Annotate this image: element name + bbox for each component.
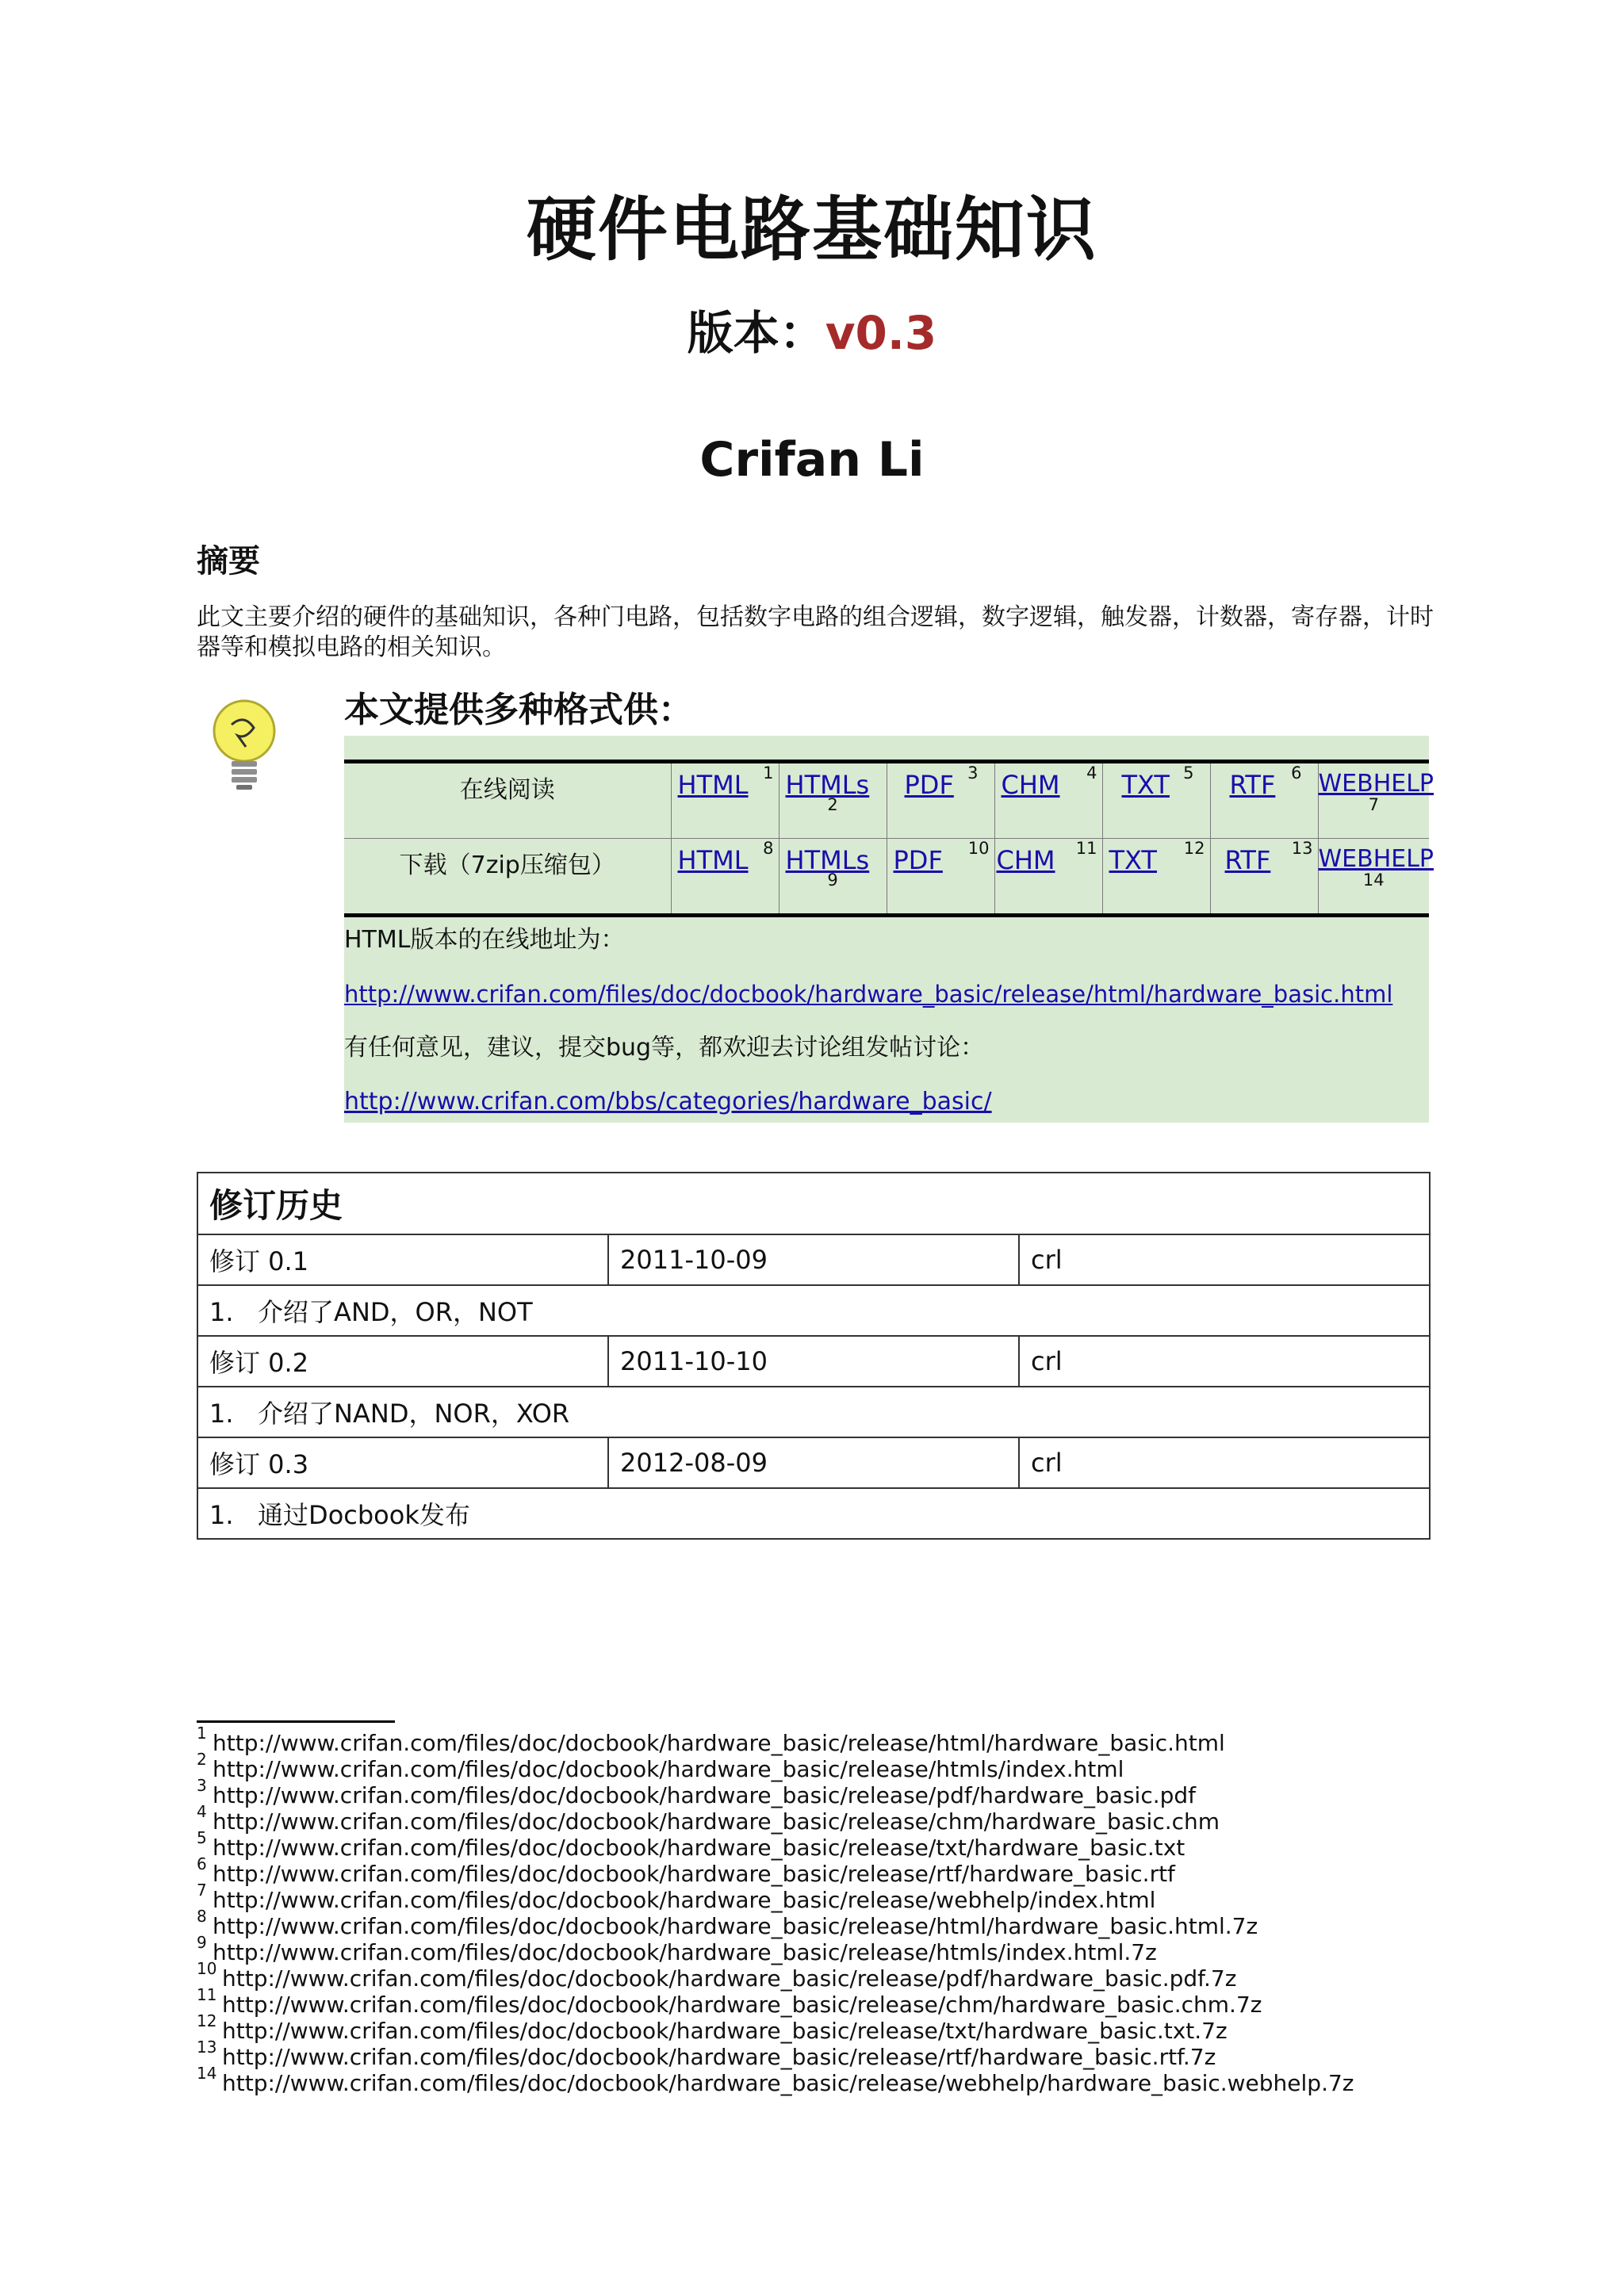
- tip-box: [344, 736, 1434, 1123]
- online-address-link[interactable]: http://www.crifan.com/files/doc/docbook/hardware_basic/release/html/hardware_basic.html: [344, 981, 1393, 1008]
- footnote-url: http://www.crifan.com/files/doc/docbook/hardware_basic/release/rtf/hardware_basic.rtf.7z: [222, 2044, 1216, 2070]
- revision-note-row: [197, 1488, 1430, 1539]
- footnote-url: http://www.crifan.com/files/doc/docbook/hardware_basic/release/chm/hardware_basic.chm: [213, 1808, 1220, 1835]
- format-cell: [779, 839, 887, 916]
- format-link-webhelp[interactable]: WEBHELP: [1318, 845, 1434, 873]
- document-author: Crifan Li: [699, 432, 925, 488]
- footnote-url: http://www.crifan.com/files/doc/docbook/hardware_basic/release/txt/hardware_basic.txt: [213, 1835, 1185, 1861]
- footnote-ref[interactable]: 2: [827, 795, 838, 814]
- footnote-ref[interactable]: 5: [1183, 763, 1194, 783]
- revision-date: 2012-08-09: [608, 1437, 1019, 1488]
- footnote-ref[interactable]: 4: [1086, 763, 1097, 783]
- footnote-ref[interactable]: 6: [1291, 763, 1302, 783]
- abstract-text: 此文主要介绍的硬件的基础知识，各种门电路，包括数字电路的组合逻辑，数字逻辑，触发器，计数器，寄存器，计时器等和模拟电路的相关知识。: [197, 603, 1434, 661]
- footnote-ref[interactable]: 14: [1362, 871, 1385, 890]
- footnote-url: http://www.crifan.com/files/doc/docbook/hardware_basic/release/chm/hardware_basic.chm.7z: [222, 1992, 1262, 2018]
- format-link-pdf[interactable]: PDF: [904, 770, 954, 800]
- footnotes: [197, 1724, 1434, 2096]
- tip-title: 本文提供多种格式供：: [344, 690, 693, 730]
- revision-note-row: [197, 1387, 1430, 1437]
- footnote: [197, 1724, 1434, 1756]
- format-link-txt[interactable]: TXT: [1121, 770, 1170, 800]
- footnote-separator: [197, 1720, 395, 1723]
- format-cell: [1318, 762, 1434, 839]
- revision-history-heading: 修订历史: [197, 1173, 1430, 1234]
- version-number: v0.3: [825, 306, 937, 360]
- revision-number: 修订 0.2: [197, 1336, 608, 1387]
- format-cell: [671, 762, 779, 839]
- revision-row: [197, 1437, 1430, 1488]
- format-cell: [779, 762, 887, 839]
- revision-author: crl: [1019, 1336, 1430, 1387]
- footnote-ref[interactable]: 1: [763, 763, 774, 783]
- footnote: [197, 1907, 1434, 1939]
- footnote-ref[interactable]: 7: [1368, 795, 1379, 814]
- format-cell: [887, 839, 994, 916]
- footnote: [197, 1959, 1434, 1992]
- revision-number: 修订 0.1: [197, 1234, 608, 1285]
- version-label: 版本：: [687, 306, 825, 360]
- footnote: [197, 1854, 1434, 1887]
- format-link-chm[interactable]: CHM: [1001, 770, 1060, 800]
- format-cell: [1318, 839, 1434, 916]
- format-link-webhelp[interactable]: WEBHELP: [1318, 770, 1434, 798]
- footnote-ref[interactable]: 10: [967, 839, 990, 858]
- footnote: [197, 1933, 1434, 1965]
- revision-date: 2011-10-10: [608, 1336, 1019, 1387]
- document-version: [0, 301, 1624, 365]
- format-link-pdf[interactable]: PDF: [893, 845, 943, 875]
- format-link-rtf[interactable]: RTF: [1229, 770, 1276, 800]
- lightbulb-icon: [208, 696, 281, 791]
- footnote-ref[interactable]: 3: [967, 763, 979, 783]
- revision-number: 修订 0.3: [197, 1437, 608, 1488]
- revision-date: 2011-10-09: [608, 1234, 1019, 1285]
- footnote-number: 6: [197, 1854, 207, 1873]
- formats-row-label: 在线阅读: [344, 762, 671, 839]
- footnote-number: 2: [197, 1750, 207, 1769]
- revision-note-row: [197, 1285, 1430, 1336]
- format-link-html[interactable]: HTML: [677, 770, 749, 800]
- footnote-number: 8: [197, 1907, 207, 1926]
- footnote-number: 9: [197, 1933, 207, 1952]
- revision-history-header: [197, 1173, 1430, 1234]
- format-link-chm[interactable]: CHM: [996, 845, 1055, 875]
- footnote-url: http://www.crifan.com/files/doc/docbook/hardware_basic/release/html/hardware_basic.html.7z: [213, 1913, 1258, 1939]
- footnote-number: 1: [197, 1724, 207, 1743]
- footnote-url: http://www.crifan.com/files/doc/docbook/hardware_basic/release/htmls/index.html: [213, 1756, 1124, 1782]
- format-cell: [671, 839, 779, 916]
- footnote-url: http://www.crifan.com/files/doc/docbook/hardware_basic/release/pdf/hardware_basic.pdf: [213, 1782, 1197, 1808]
- format-link-txt[interactable]: TXT: [1109, 845, 1157, 875]
- footnote-ref[interactable]: 8: [763, 839, 774, 858]
- format-cell: [887, 762, 994, 839]
- footnote-url: http://www.crifan.com/files/doc/docbook/hardware_basic/release/txt/hardware_basic.txt.7z: [222, 2018, 1228, 2044]
- revision-row: [197, 1336, 1430, 1387]
- footnote-url: http://www.crifan.com/files/doc/docbook/hardware_basic/release/html/hardware_basic.html: [213, 1730, 1225, 1756]
- format-cell: [1102, 762, 1210, 839]
- revision-note: 1. 介绍了AND，OR，NOT: [197, 1285, 1430, 1336]
- footnote-number: 14: [197, 2064, 217, 2083]
- footnote: [197, 2064, 1434, 2096]
- revision-row: [197, 1234, 1430, 1285]
- online-address-label: HTML版本的在线地址为：: [344, 926, 625, 954]
- footnote-url: http://www.crifan.com/files/doc/docbook/hardware_basic/release/webhelp/hardware_basic.webhelp.7z: [222, 2070, 1354, 2096]
- footnote: [197, 1985, 1434, 2018]
- footnote-number: 5: [197, 1828, 207, 1847]
- format-cell: [994, 762, 1102, 839]
- format-link-htmls[interactable]: HTMLs: [785, 770, 870, 800]
- footnote-ref[interactable]: 11: [1075, 839, 1097, 858]
- footnote-number: 11: [197, 1985, 217, 2004]
- footnote: [197, 2011, 1434, 2044]
- format-link-rtf[interactable]: RTF: [1224, 845, 1271, 875]
- format-cell: [994, 839, 1102, 916]
- footnote: [197, 2038, 1434, 2070]
- footnote-number: 10: [197, 1959, 217, 1978]
- format-cell: [1102, 839, 1210, 916]
- formats-table: [344, 760, 1434, 917]
- formats-row-online: [344, 762, 1429, 839]
- footnote-number: 7: [197, 1881, 207, 1900]
- footnote: [197, 1776, 1434, 1808]
- footnote-url: http://www.crifan.com/files/doc/docbook/hardware_basic/release/webhelp/index.html: [213, 1887, 1156, 1913]
- abstract-heading: 摘要: [197, 543, 260, 580]
- feedback-link[interactable]: http://www.crifan.com/bbs/categories/hardware_basic/: [344, 1088, 992, 1115]
- format-link-htmls[interactable]: HTMLs: [785, 845, 870, 875]
- footnote-url: http://www.crifan.com/files/doc/docbook/hardware_basic/release/rtf/hardware_basic.rtf: [213, 1861, 1175, 1887]
- revision-author: crl: [1019, 1437, 1430, 1488]
- formats-row-label: 下载（7zip压缩包）: [399, 851, 615, 879]
- document-title: 硬件电路基础知识: [526, 189, 1097, 270]
- footnote-ref[interactable]: 13: [1291, 839, 1313, 858]
- format-link-html[interactable]: HTML: [677, 845, 749, 875]
- footnote-ref[interactable]: 12: [1183, 839, 1205, 858]
- revision-note: 1. 通过Docbook发布: [197, 1488, 1430, 1539]
- footnote: [197, 1802, 1434, 1835]
- footnote-number: 4: [197, 1802, 207, 1821]
- footnote: [197, 1750, 1434, 1782]
- footnote-number: 12: [197, 2011, 217, 2030]
- footnote-url: http://www.crifan.com/files/doc/docbook/hardware_basic/release/pdf/hardware_basic.pdf.7z: [222, 1965, 1237, 1992]
- revision-history-table: [197, 1172, 1431, 1540]
- formats-row-download: [344, 839, 1429, 916]
- footnote-ref[interactable]: 9: [827, 871, 838, 890]
- footnote-number: 13: [197, 2038, 217, 2057]
- format-cell: [1210, 839, 1318, 916]
- footnote-number: 3: [197, 1776, 207, 1795]
- format-cell: [1210, 762, 1318, 839]
- footnote-url: http://www.crifan.com/files/doc/docbook/hardware_basic/release/htmls/index.html.7z: [213, 1939, 1157, 1965]
- revision-note: 1. 介绍了NAND，NOR，XOR: [197, 1387, 1430, 1437]
- revision-author: crl: [1019, 1234, 1430, 1285]
- footnote: [197, 1881, 1434, 1913]
- feedback-label: 有任何意见，建议，提交bug等，都欢迎去讨论组发帖讨论：: [344, 1034, 985, 1062]
- footnote: [197, 1828, 1434, 1861]
